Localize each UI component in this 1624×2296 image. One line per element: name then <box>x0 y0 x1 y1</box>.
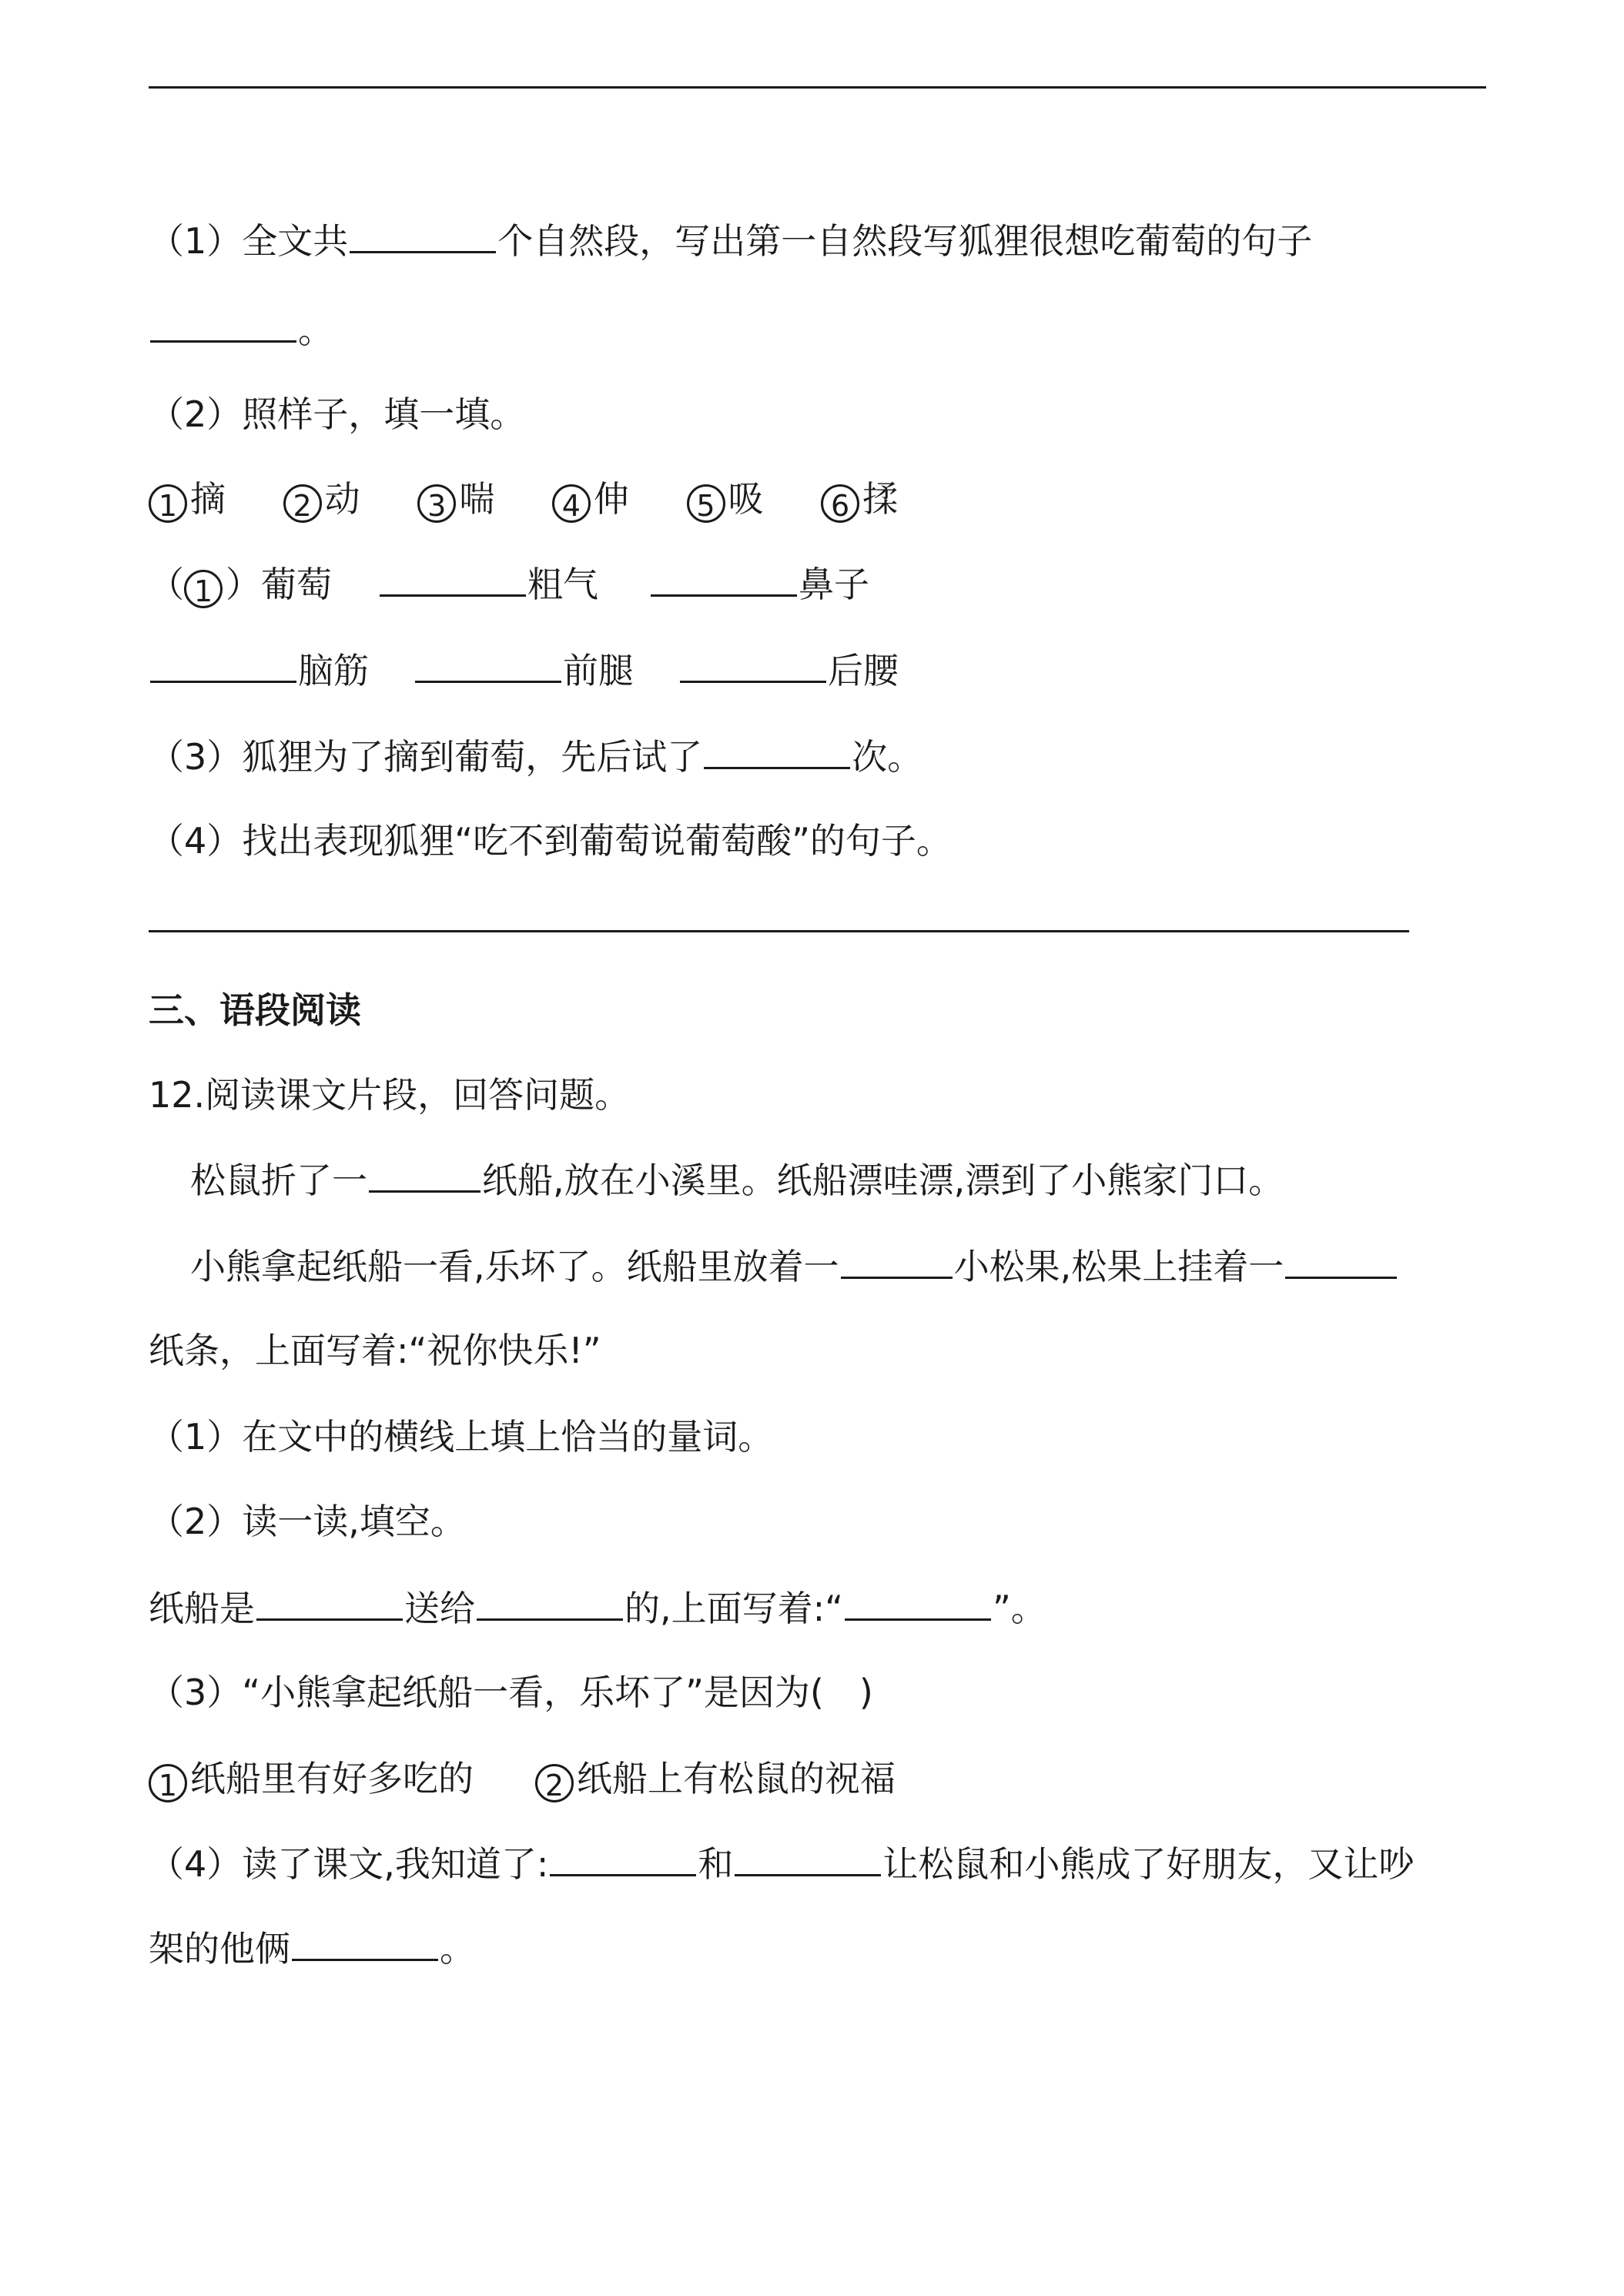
choice-word: 动 <box>324 478 360 520</box>
answer-blank[interactable] <box>256 1585 403 1621</box>
choice-item <box>283 478 360 523</box>
q12-passage-para2-cont: 纸条，上面写着:“祝你快乐!” <box>149 1330 601 1371</box>
fill-word: 粗气 <box>527 564 598 605</box>
q11-choices-row <box>149 476 898 522</box>
fill-text: 架的他俩 <box>149 1928 290 1970</box>
circled-number: 2 <box>535 1764 574 1802</box>
choice-word: 喘 <box>459 478 495 520</box>
q12-sub1: （1）在文中的横线上填上恰当的量词。 <box>149 1416 774 1458</box>
answer-blank[interactable] <box>735 1840 881 1876</box>
passage-text: 小松果,松果上挂着一 <box>953 1246 1284 1287</box>
header-rule <box>149 86 1486 89</box>
q11-part1-end: 。 <box>298 310 333 351</box>
example-word: ）葡萄 <box>226 564 332 605</box>
circled-number: 1 <box>149 1764 187 1802</box>
q11-fill-row2 <box>149 647 899 693</box>
q12-sub2-fill <box>149 1585 1046 1631</box>
q12-sub4-line2 <box>149 1925 475 1971</box>
choice-word: 摘 <box>190 478 226 520</box>
circled-number: 6 <box>821 484 859 523</box>
q12-sub3-options <box>149 1755 896 1802</box>
passage-text: 松鼠折了一 <box>190 1160 367 1201</box>
answer-blank[interactable] <box>651 561 797 597</box>
answer-blank[interactable] <box>369 1156 481 1193</box>
option-1[interactable] <box>149 1758 474 1802</box>
option-2[interactable] <box>535 1758 896 1802</box>
fill-word: 脑筋 <box>298 650 369 691</box>
answer-blank[interactable] <box>1285 1243 1397 1279</box>
answer-blank[interactable] <box>841 1243 953 1279</box>
q12-sub3: （3）“小熊拿起纸船一看，乐坏了”是因为( ) <box>149 1672 873 1713</box>
example-open-paren: （ <box>149 564 184 605</box>
answer-blank[interactable] <box>380 561 526 597</box>
section-title: 三、语段阅读 <box>149 989 361 1031</box>
q11-part3-text-a: （3）狐狸为了摘到葡萄，先后试了 <box>149 736 703 778</box>
answer-blank[interactable] <box>415 647 561 683</box>
choice-word: 揉 <box>862 478 899 520</box>
answer-blank[interactable] <box>150 306 296 343</box>
q12-passage-para2 <box>190 1243 1398 1289</box>
fill-text: 纸船是 <box>149 1588 255 1629</box>
choice-item <box>149 478 226 523</box>
choice-item <box>687 478 764 523</box>
answer-blank[interactable] <box>845 1585 991 1621</box>
choice-item <box>821 478 899 523</box>
q12-sub2: （2）读一读,填空。 <box>149 1501 466 1542</box>
q11-part1-line1 <box>149 217 1312 263</box>
fill-text: ”。 <box>992 1588 1046 1629</box>
fill-text: （4）读了课文,我知道了: <box>149 1843 549 1885</box>
answer-blank[interactable] <box>150 647 296 683</box>
fill-text: 的,上面写着:“ <box>624 1588 843 1629</box>
passage-text: 小熊拿起纸船一看,乐坏了。纸船里放着一 <box>190 1246 839 1287</box>
choice-word: 伸 <box>593 478 629 520</box>
circled-number: 1 <box>149 484 187 523</box>
answer-blank[interactable] <box>680 647 826 683</box>
option-text: 纸船上有松鼠的祝福 <box>577 1758 896 1799</box>
q12-sub4-line1 <box>149 1840 1414 1886</box>
choice-item <box>552 478 629 523</box>
option-text: 纸船里有好多吃的 <box>190 1758 474 1799</box>
answer-blank[interactable] <box>350 217 496 253</box>
q11-part2-instruction: （2）照样子，填一填。 <box>149 393 526 435</box>
q12-passage-para1 <box>190 1156 1284 1203</box>
fill-text: 让松鼠和小熊成了好朋友，又让吵 <box>882 1843 1415 1885</box>
choice-word: 吸 <box>728 478 764 520</box>
choice-item <box>417 478 495 523</box>
answer-blank[interactable] <box>704 733 850 769</box>
q11-answer-line[interactable] <box>149 930 1409 932</box>
circled-number: 1 <box>184 570 223 608</box>
q11-part1-line2 <box>149 306 333 353</box>
q11-part1-text-b: 个自然段，写出第一自然段写狐狸很想吃葡萄的句子 <box>497 220 1313 262</box>
fill-text: 送给 <box>404 1588 475 1629</box>
answer-blank[interactable] <box>292 1925 438 1961</box>
q11-part4: （4）找出表现狐狸“吃不到葡萄说葡萄酸”的句子。 <box>149 820 952 862</box>
answer-blank[interactable] <box>477 1585 623 1621</box>
fill-text: 和 <box>698 1843 734 1885</box>
q11-part3-text-b: 次。 <box>852 736 923 778</box>
passage-text: 纸船,放在小溪里。纸船漂哇漂,漂到了小熊家门口。 <box>482 1160 1284 1201</box>
q11-part3 <box>149 733 922 779</box>
fill-word: 鼻子 <box>799 564 869 605</box>
circled-number: 3 <box>417 484 456 523</box>
fill-text: 。 <box>440 1928 475 1970</box>
q12-title: 12.阅读课文片段，回答问题。 <box>149 1074 631 1116</box>
circled-number: 2 <box>283 484 322 523</box>
circled-number: 4 <box>552 484 591 523</box>
answer-blank[interactable] <box>550 1840 696 1876</box>
q11-fill-row1 <box>149 561 869 607</box>
fill-word: 前腿 <box>563 650 634 691</box>
circled-number: 5 <box>687 484 725 523</box>
q11-part1-text-a: （1）全文共 <box>149 220 349 262</box>
fill-word: 后腰 <box>828 650 899 691</box>
